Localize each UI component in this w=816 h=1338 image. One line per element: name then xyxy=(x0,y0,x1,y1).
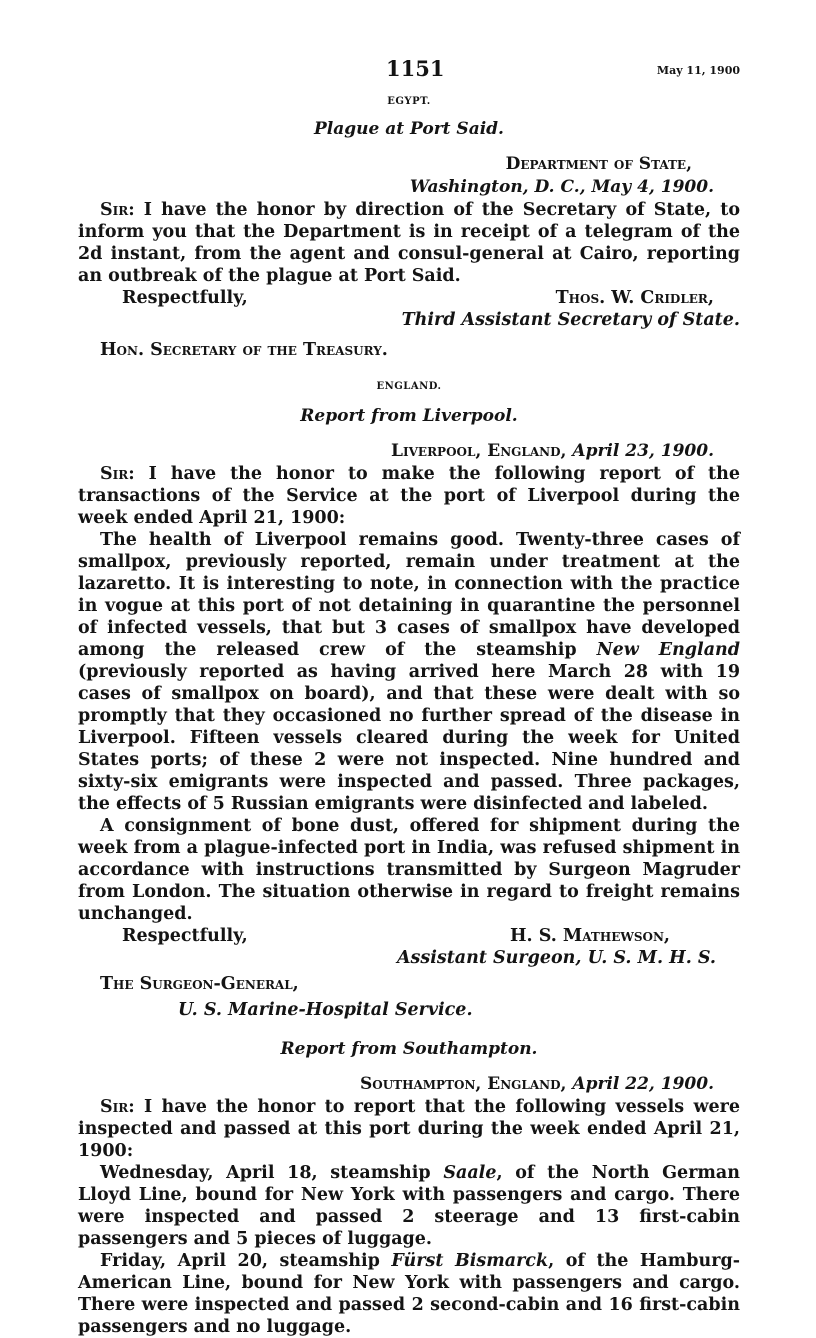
document-page xyxy=(78,56,740,1338)
report-title-port-said: Plague at Port Said. xyxy=(314,119,504,139)
signer-name: Thos. W. Cridler, xyxy=(555,288,714,308)
text: , of the North German Lloyd Line, bound for New York with passengers and cargo. There were inspected and passed 2 steerage and 13 first-cabin passengers and 5 pieces of luggage. xyxy=(78,1163,740,1249)
paragraph xyxy=(78,1096,740,1162)
signature-block xyxy=(78,287,740,331)
closing: Respectfully, xyxy=(122,926,248,946)
page-date: May 11, 1900 xyxy=(656,64,740,77)
page-number: 1151 xyxy=(386,56,445,81)
salutation: Sir xyxy=(100,200,129,220)
salutation: Sir xyxy=(100,464,129,484)
signer-title: Assistant Surgeon, U. S. M. H. S. xyxy=(396,948,716,968)
text: Wednesday, April 18, steamship xyxy=(100,1163,431,1183)
ship-name: Fürst Bismarck xyxy=(391,1251,549,1271)
letter-text: : I have the honor by direction of the Secretary of State, to inform you that the Department is in receipt of a telegram of the 2d instant, from the agent and consul-general at Cairo, reporting an outbreak of the plague at Port Said. xyxy=(78,200,740,286)
place: Liverpool, England, xyxy=(391,441,567,461)
ship-name: Saale xyxy=(443,1163,497,1183)
dateline-southampton xyxy=(78,1073,740,1096)
letter-body xyxy=(78,199,740,287)
text: The health of Liverpool remains good. Twenty-three cases of smallpox, previously reported, remain under treatment at the lazaretto. It is interesting to note, in connection with the practice in vogue at this port of not detaining in quarantine the personnel of infected vessels, that but 3 cases of smallpox have developed among the released crew of the steamship xyxy=(78,530,740,660)
paragraph xyxy=(78,815,740,925)
section-heading-england: ENGLAND. xyxy=(376,381,442,392)
paragraph xyxy=(78,529,740,815)
text: : I have the honor to make the following report of the transactions of the Service at the port of Liverpool during the week ended April 21, 1900: xyxy=(78,464,740,528)
closing: Respectfully, xyxy=(122,288,248,308)
signer-name: H. S. Mathewson, xyxy=(509,926,670,946)
text: Friday, April 20, steamship xyxy=(100,1251,380,1271)
paragraph xyxy=(78,1162,740,1250)
text: : I have the honor to report that the following vessels were inspected and passed at this port during the week ended April 21, 1900: xyxy=(78,1097,740,1161)
addressee: Hon. Secretary of the Treasury. xyxy=(100,340,388,360)
paragraph xyxy=(78,463,740,529)
signature-block xyxy=(78,925,740,969)
ship-name: New England xyxy=(596,640,740,660)
addressee-line-2: U. S. Marine-Hospital Service. xyxy=(178,1000,473,1020)
report-title-liverpool: Report from Liverpool. xyxy=(300,406,518,426)
report-title-southampton: Report from Southampton. xyxy=(280,1039,538,1059)
salutation: Sir xyxy=(100,1097,129,1117)
section-heading-egypt: EGYPT. xyxy=(387,96,431,107)
sender-office: Department of State, xyxy=(505,154,692,174)
date: April 23, 1900. xyxy=(572,441,714,461)
text: , of the Hamburg-American Line, bound for New York with passengers and cargo. There were inspected and passed 2 second-cabin and 16 first-cabin passengers and no luggage. xyxy=(78,1251,740,1337)
page-header xyxy=(78,56,740,86)
text: A consignment of bone dust, offered for shipment during the week from a plague-infected port in India, was refused shipment in accordance with instructions transmitted by Surgeon Magruder from London. The situation otherwise in regard to freight remains unchanged. xyxy=(78,816,740,924)
sender-place-date: Washington, D. C., May 4, 1900. xyxy=(409,177,714,197)
place: Southampton, England, xyxy=(359,1074,567,1094)
signer-title: Third Assistant Secretary of State. xyxy=(401,310,740,330)
text: (previously reported as having arrived here March 28 with 19 cases of smallpox on board), and that these were dealt with so promptly that they occasioned no further spread of the disease in Liverpool. Fifteen vessels cleared during the week for United States ports; of these 2 were not inspected. Nine hundred and sixty-six emigrants were inspected and passed. Three packages, the effects of 5 Russian emigrants were disinfected and labeled. xyxy=(78,662,740,814)
dateline-liverpool xyxy=(78,440,740,463)
paragraph xyxy=(78,1250,740,1338)
date: April 22, 1900. xyxy=(572,1074,714,1094)
addressee: The Surgeon-General, xyxy=(100,974,299,994)
